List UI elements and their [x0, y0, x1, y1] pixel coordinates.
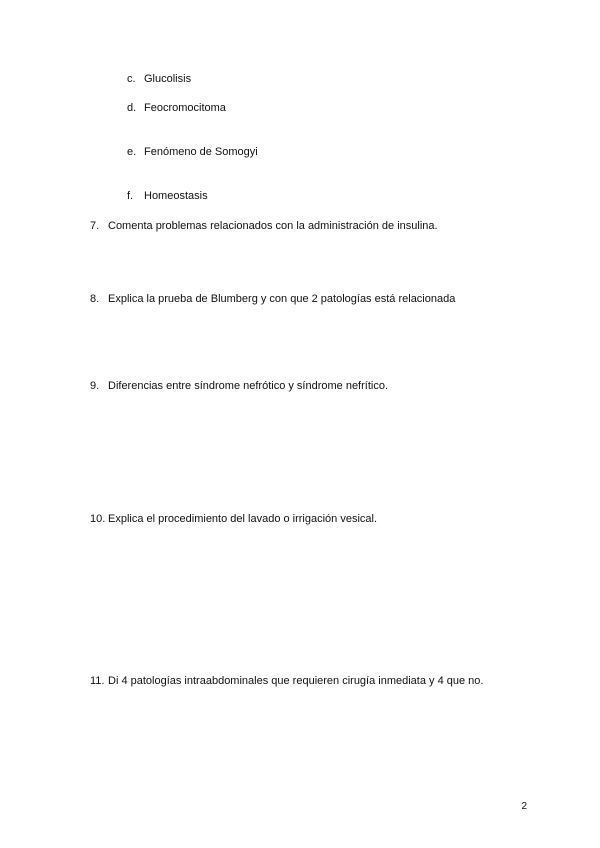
page-number: 2 [521, 801, 527, 812]
question-7 [90, 219, 530, 233]
question-number: 11. [90, 675, 105, 687]
sub-item-d [127, 101, 327, 115]
question-text: Di 4 patologías intraabdominales que requieren cirugía inmediata y 4 que no. [108, 675, 484, 687]
question-10 [90, 512, 530, 526]
sub-item-e [127, 145, 327, 159]
question-number: 7. [90, 220, 100, 232]
sub-item-text: Glucolisis [144, 73, 192, 85]
question-text: Explica el procedimiento del lavado o irrigación vesical. [108, 513, 378, 525]
sub-item-text: Fenómeno de Somogyi [144, 146, 258, 158]
sub-item-marker: e. [127, 146, 137, 158]
sub-item-f [127, 189, 327, 203]
sub-item-marker: c. [127, 73, 136, 85]
sub-item-marker: f. [127, 190, 134, 202]
sub-item-text: Feocromocitoma [144, 102, 226, 114]
question-number: 8. [90, 293, 100, 305]
question-text: Comenta problemas relacionados con la administración de insulina. [108, 220, 438, 232]
question-11 [90, 674, 530, 688]
question-number: 10. [90, 513, 106, 525]
question-9 [90, 379, 530, 393]
sub-item-c [127, 72, 327, 86]
question-number: 9. [90, 380, 100, 392]
question-text: Explica la prueba de Blumberg y con que 2 patologías está relacionada [108, 293, 456, 305]
sub-item-marker: d. [127, 102, 137, 114]
sub-item-text: Homeostasis [144, 190, 208, 202]
question-text: Diferencias entre síndrome nefrótico y síndrome nefrítico. [108, 380, 389, 392]
question-8 [90, 292, 530, 306]
